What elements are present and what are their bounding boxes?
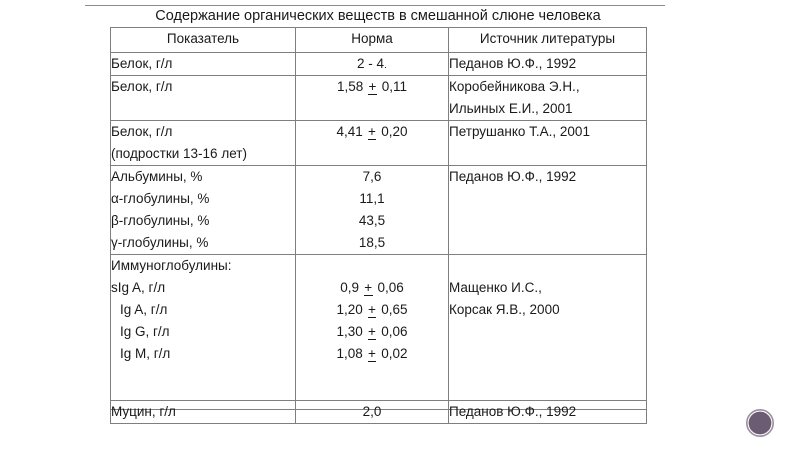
text-line: Петрушанко Т.А., 2001 [449,124,590,139]
text-line: Белок, г/л [111,79,173,94]
table-body [111,53,647,410]
table-row [111,53,647,76]
cell-source [449,53,647,76]
plus-minus-glyph: + [368,302,376,317]
table-row [111,166,647,255]
text-line: 1,20 + 0,65 [336,302,408,317]
cell-source [449,121,647,166]
cell-source: Педанов Ю.Ф., 1992 [449,401,647,424]
text-line: Белок, г/л [111,124,173,139]
text-line: γ-глобулины, % [111,235,209,250]
text-line: 0,9 + 0,06 [340,280,404,295]
cell-indicator [111,53,296,76]
mucin-row-table [110,400,647,424]
table-row [111,76,647,121]
cell-indicator [111,255,296,410]
text-line: Педанов Ю.Ф., 1992 [449,56,577,71]
text-line: Корсак Я.В., 2000 [449,302,560,317]
text-line: Педанов Ю.Ф., 1992 [449,169,577,184]
text-line: Иммуноглобулины: [111,258,232,273]
plus-minus-glyph: + [364,280,373,295]
text-line: 1,30 + 0,06 [336,324,408,339]
plus-minus-glyph [385,67,386,68]
text-line: Альбумины, % [111,169,203,184]
text-line: 2 - 4 [356,56,384,71]
column-header-indicator: Показатель [111,28,296,53]
text-line: 1,08 + 0,02 [336,346,408,361]
text-line: Ig A, г/л [120,302,168,317]
plus-minus-glyph: + [368,124,376,139]
cell-source [449,76,647,121]
circle-logo-mark [745,408,775,438]
plus-minus-glyph: + [368,79,377,94]
text-line: α-глобулины, % [111,191,210,206]
organic-substances-table [110,27,647,410]
cell-source [449,255,647,410]
text-line: 4,41 + 0,20 [336,124,408,139]
cell-norm [296,76,449,121]
cell-indicator: Муцин, г/л [111,401,296,424]
text-line: 18,5 [358,235,386,250]
cell-indicator [111,121,296,166]
text-line: Ильиных Е.И., 2001 [449,101,573,116]
column-header-norm: Норма [296,28,449,53]
cell-norm [296,255,449,410]
column-header-source: Источник литературы [449,28,647,53]
table-row [111,121,647,166]
top-divider-rule [85,5,665,6]
text-line: Белок, г/л [111,56,173,71]
text-line: Коробейникова Э.Н., [449,79,580,94]
text-line: β-глобулины, % [111,213,210,228]
text-line: 1,58 + 0,11 [337,79,407,94]
plus-minus-glyph: + [368,346,376,361]
text-line: Ig G, г/л [120,324,170,339]
text-line: Мащенко И.С., [449,280,542,295]
cell-norm [296,53,449,76]
cell-norm [296,121,449,166]
cell-source [449,166,647,255]
text-line: 43,5 [358,213,386,228]
table-row [111,255,647,410]
text-line: (подростки 13-16 лет) [111,146,247,161]
text-line: 7,6 [362,169,382,184]
cell-norm: 2,0 [296,401,449,424]
cell-indicator [111,76,296,121]
cell-norm [296,166,449,255]
page-title: Содержание органических веществ в смешанной слюне человека [155,8,601,24]
plus-minus-glyph: + [368,324,376,339]
table-row [111,401,647,424]
text-line: sIg A, г/л [111,280,166,295]
table-header-row [111,28,647,53]
cell-indicator [111,166,296,255]
text-line: Ig M, г/л [120,346,171,361]
text-line: 11,1 [359,191,385,206]
